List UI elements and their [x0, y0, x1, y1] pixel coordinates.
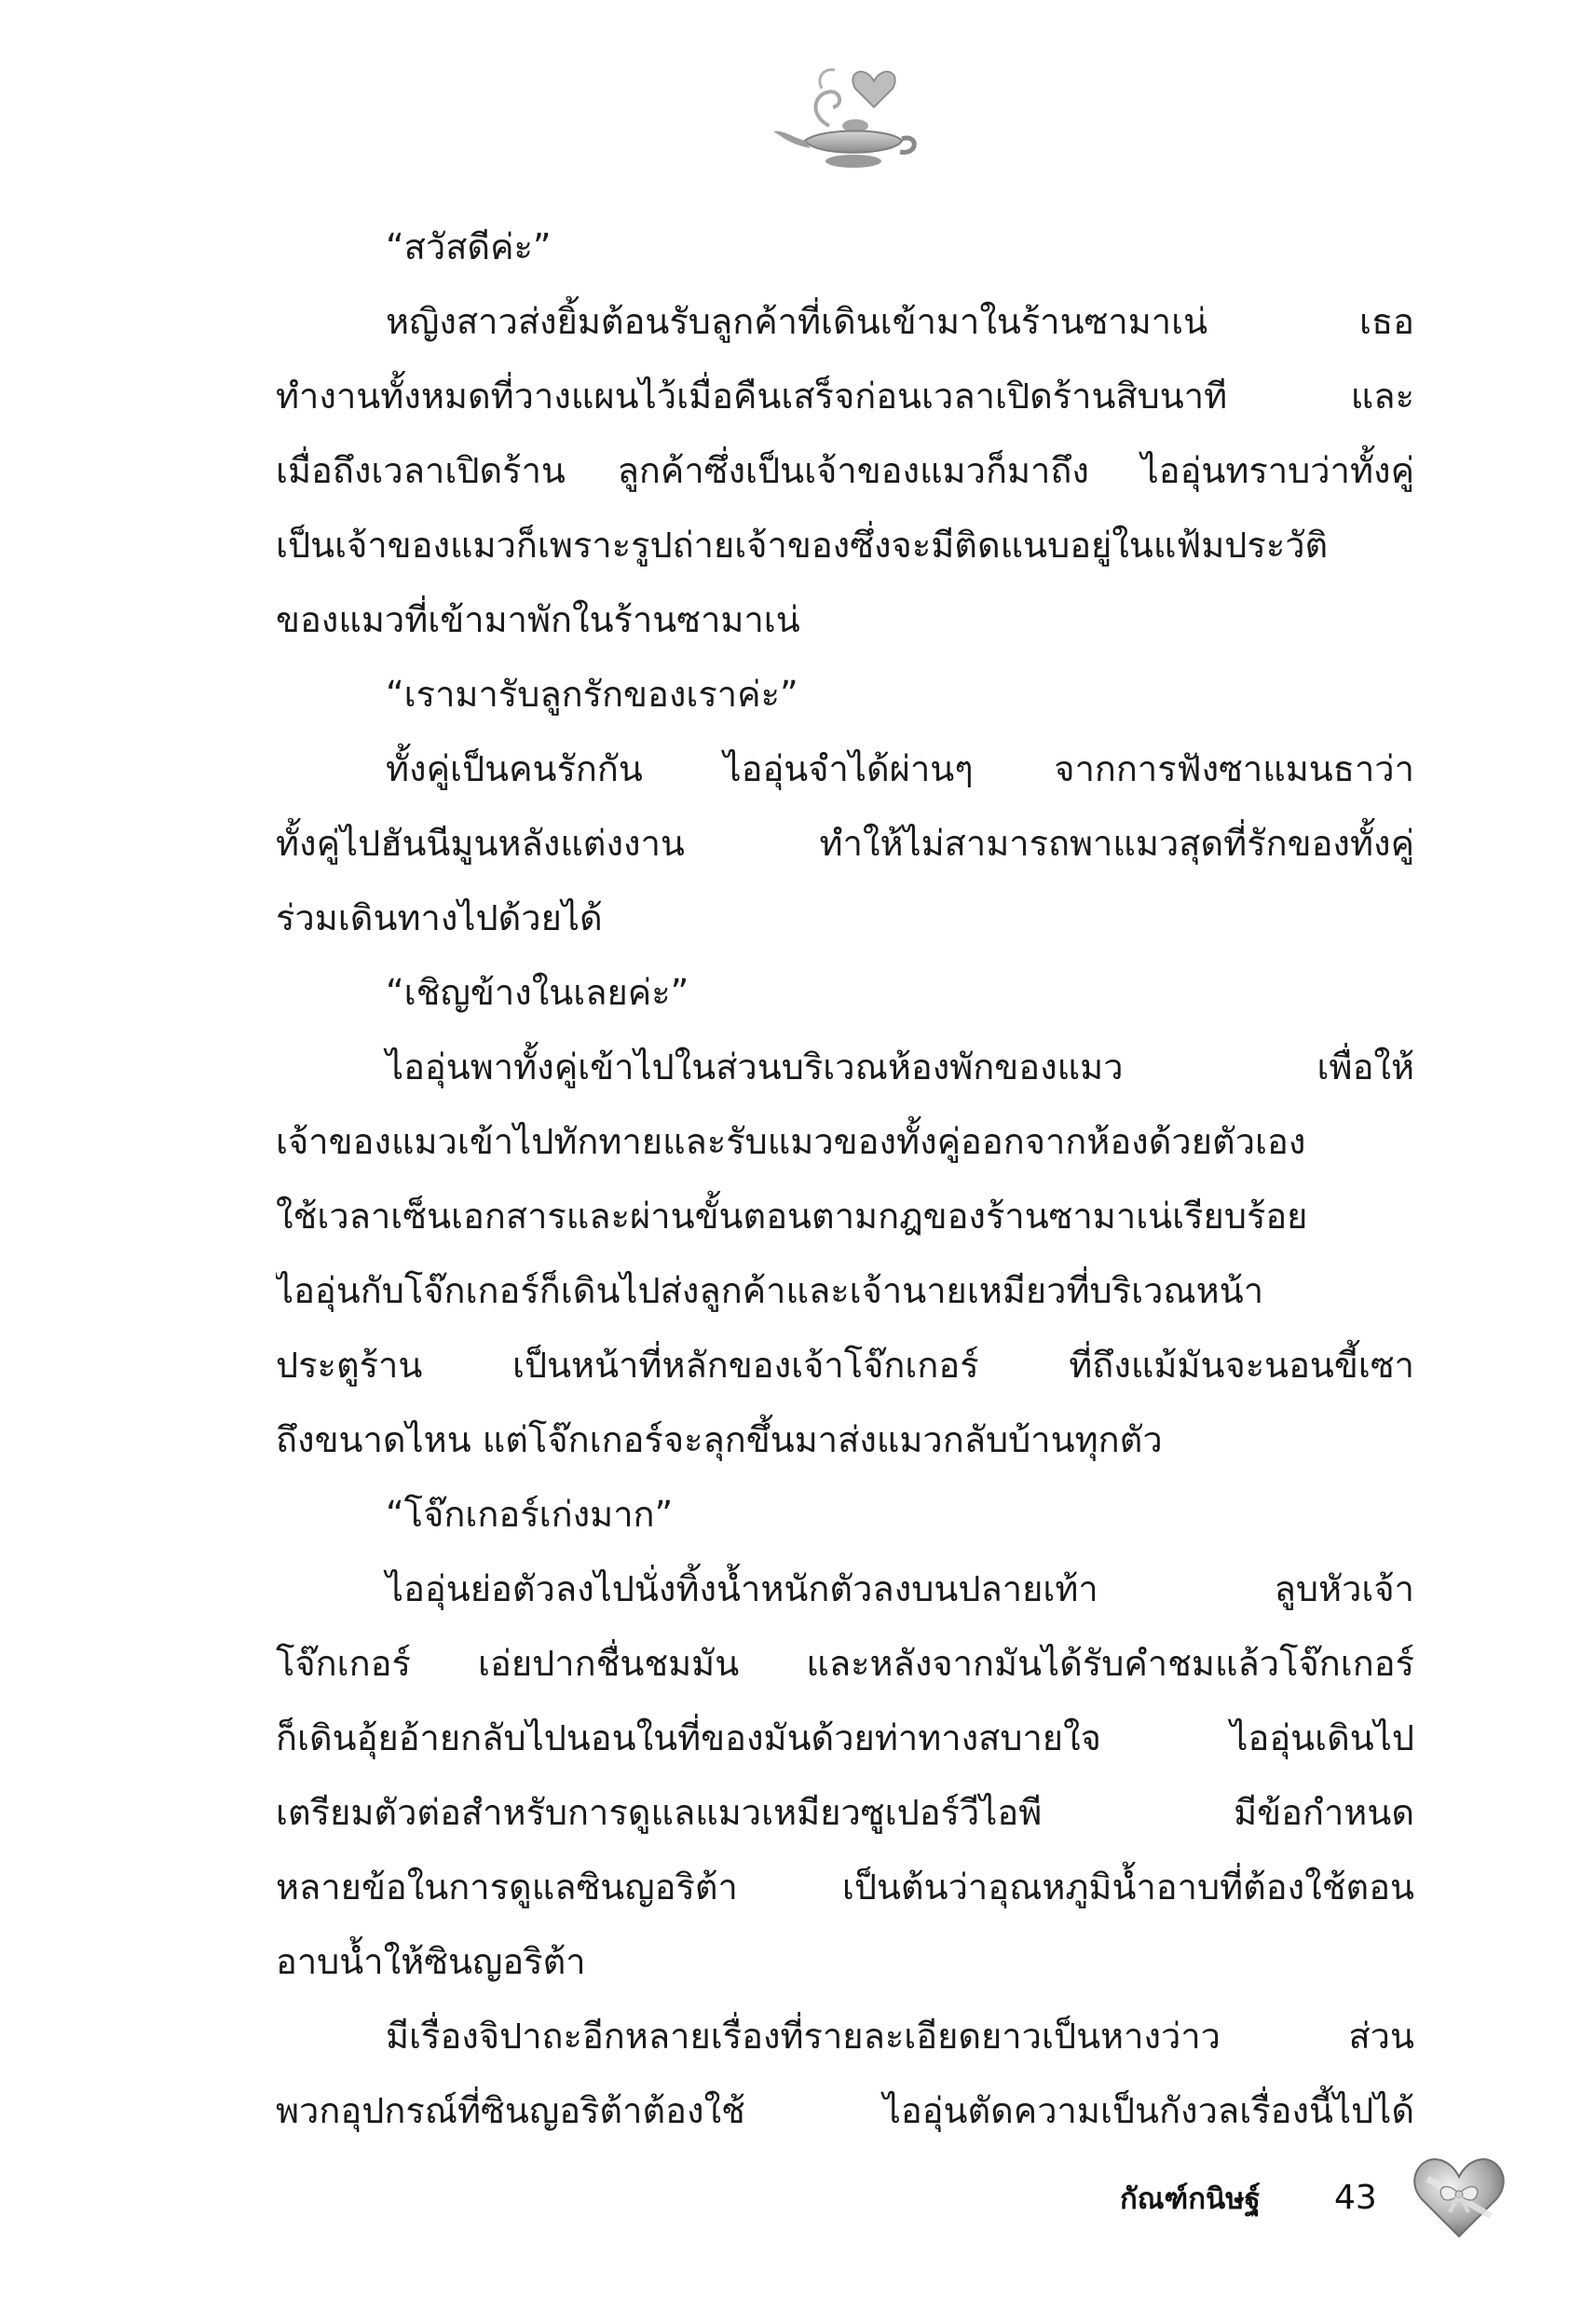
text-line: ใช้เวลาเซ็นเอกสารและผ่านขั้นตอนตามกฎของร้านซามาเน่เรียบร้อย — [276, 1196, 1308, 1237]
text-line: “เรามารับลูกรักของเราค่ะ” — [386, 674, 798, 715]
text-line: ของแมวที่เข้ามาพักในร้านซามาเน่ — [276, 599, 800, 640]
text-line: “สวัสดีค่ะ” — [386, 226, 552, 267]
text-line: ประตูร้าน เป็นหน้าที่หลักของเจ้าโจ๊กเกอร์ ที่ถึงแม้มันจะนอนขี้เซา — [276, 1345, 1414, 1386]
page-number: 43 — [1334, 2179, 1377, 2217]
text-line: ทั้งคู่เป็นคนรักกัน ไออุ่นจำได้ผ่านๆ จากการฟังซาแมนธาว่า — [386, 748, 1414, 789]
text-line: เมื่อถึงเวลาเปิดร้าน ลูกค้าซึ่งเป็นเจ้าของแมวก็มาถึง ไออุ่นทราบว่าทั้งคู่ — [276, 450, 1414, 491]
text-line: โจ๊กเกอร์ เอ่ยปากชื่นชมมัน และหลังจากมันได้รับคำชมแล้วโจ๊กเกอร์ — [276, 1643, 1414, 1684]
body-text — [276, 210, 1414, 2148]
text-line: เจ้าของแมวเข้าไปทักทายและรับแมวของทั้งคู่ออกจากห้องด้วยตัวเอง — [276, 1121, 1306, 1162]
text-line: เป็นเจ้าของแมวก็เพราะรูปถ่ายเจ้าของซึ่งจะมีติดแนบอยู่ในแฟ้มประวัติ — [276, 525, 1329, 566]
text-line: “โจ๊กเกอร์เก่งมาก” — [386, 1494, 674, 1535]
text-line: เตรียมตัวต่อสำหรับการดูแลแมวเหมียวซูเปอร์วีไอพี มีข้อกำหนด — [276, 1792, 1414, 1833]
text-line: ไออุ่นพาทั้งคู่เข้าไปในส่วนบริเวณห้องพักของแมว เพื่อให้ — [386, 1046, 1414, 1087]
page-footer — [1071, 2143, 1537, 2264]
text-line: ถึงขนาดไหน แต่โจ๊กเกอร์จะลุกขึ้นมาส่งแมวกลับบ้านทุกตัว — [276, 1419, 1163, 1460]
heart-bow-icon — [1409, 2151, 1509, 2244]
text-line: “เชิญข้างในเลยค่ะ” — [386, 972, 689, 1013]
text-line: ก็เดินอุ้ยอ้ายกลับไปนอนในที่ของมันด้วยท่าทางสบายใจ ไออุ่นเดินไป — [276, 1717, 1414, 1758]
text-line: อาบน้ำให้ซินญอริต้า — [276, 1941, 586, 1982]
genie-lamp-heart-icon — [764, 51, 922, 177]
book-title: กัณฑ์กนิษฐ์ — [1120, 2182, 1261, 2216]
text-line: ไออุ่นย่อตัวลงไปนั่งทิ้งน้ำหนักตัวลงบนปลายเท้า ลูบหัวเจ้า — [386, 1568, 1414, 1609]
text-line: ไออุ่นกับโจ๊กเกอร์ก็เดินไปส่งลูกค้าและเจ้านายเหมียวที่บริเวณหน้า — [276, 1270, 1264, 1311]
text-line: ทำงานทั้งหมดที่วางแผนไว้เมื่อคืนเสร็จก่อนเวลาเปิดร้านสิบนาที และ — [276, 376, 1414, 417]
text-line: ร่วมเดินทางไปด้วยได้ — [276, 897, 603, 938]
text-line: พวกอุปกรณ์ที่ซินญอริต้าต้องใช้ ไออุ่นตัดความเป็นกังวลเรื่องนี้ไปได้ — [276, 2090, 1414, 2131]
text-line: หญิงสาวส่งยิ้มต้อนรับลูกค้าที่เดินเข้ามาในร้านซามาเน่ เธอ — [386, 301, 1414, 342]
text-line: มีเรื่องจิปาถะอีกหลายเรื่องที่รายละเอียดยาวเป็นหางว่าว ส่วน — [386, 2016, 1414, 2057]
text-line: ทั้งคู่ไปฮันนีมูนหลังแต่งงาน ทำให้ไม่สามารถพาแมวสุดที่รักของทั้งคู่ — [276, 823, 1414, 864]
text-line: หลายข้อในการดูแลซินญอริต้า เป็นต้นว่าอุณหภูมิน้ำอาบที่ต้องใช้ตอน — [276, 1867, 1414, 1908]
